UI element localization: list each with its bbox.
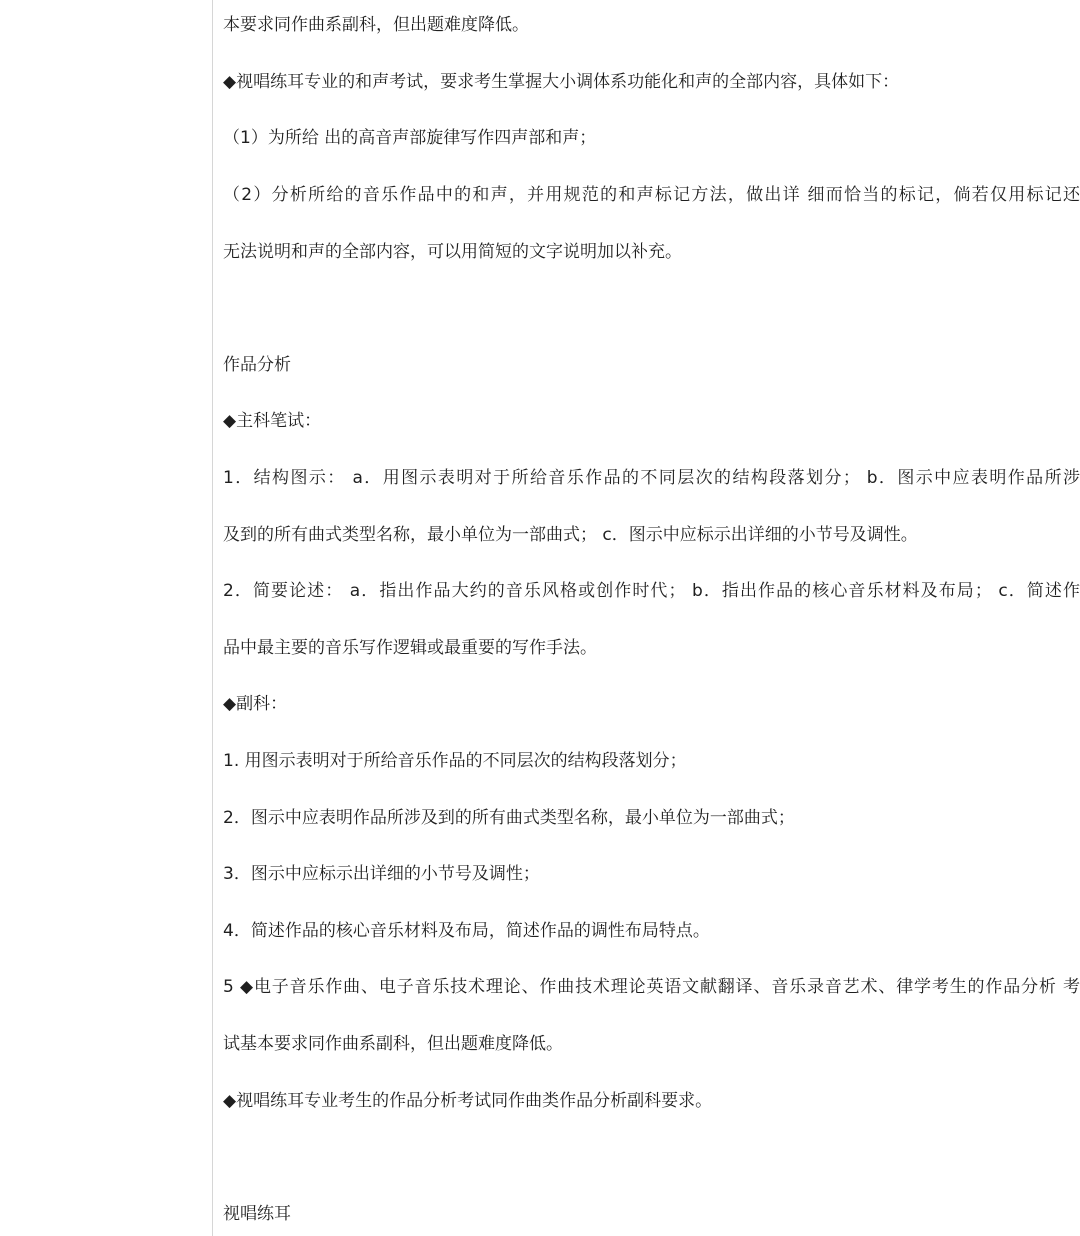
paragraph-line: 1. 用图示表明对于所给音乐作品的不同层次的结构段落划分； xyxy=(223,751,687,771)
paragraph-line: 5 ◆电子音乐作曲、电子音乐技术理论、作曲技术理论英语文献翻译、音乐录音艺术、律学考生的作品分析 考 xyxy=(223,977,1080,997)
paragraph-line: 1．结构图示： a．用图示表明对于所给音乐作品的不同层次的结构段落划分； b．图示中应表明作品所涉 xyxy=(223,468,1080,488)
paragraph-line: 2．图示中应表明作品所涉及到的所有曲式类型名称，最小单位为一部曲式； xyxy=(223,808,795,828)
section-heading: 作品分析 xyxy=(223,355,291,375)
paragraph-line: ◆副科： xyxy=(223,694,288,714)
paragraph-line: 2．简要论述： a．指出作品大约的音乐风格或创作时代； b．指出作品的核心音乐材料及布局； c．简述作 xyxy=(223,581,1080,601)
paragraph-line: 品中最主要的音乐写作逻辑或最重要的写作手法。 xyxy=(223,638,597,658)
paragraph-line: （1）为所给 出的高音声部旋律写作四声部和声； xyxy=(223,128,597,148)
section-heading: 视唱练耳 xyxy=(223,1204,291,1224)
paragraph-line: 试基本要求同作曲系副科，但出题难度降低。 xyxy=(223,1034,563,1054)
paragraph-line: 4．简述作品的核心音乐材料及布局，简述作品的调性布局特点。 xyxy=(223,921,710,941)
paragraph-line: （2）分析所给的音乐作品中的和声，并用规范的和声标记方法，做出详 细而恰当的标记，倘若仅用标记还 xyxy=(223,185,1080,205)
paragraph-line: 及到的所有曲式类型名称，最小单位为一部曲式； c．图示中应标示出详细的小节号及调性。 xyxy=(223,525,918,545)
paragraph-line: 3．图示中应标示出详细的小节号及调性； xyxy=(223,864,540,884)
paragraph-line: ◆视唱练耳专业的和声考试，要求考生掌握大小调体系功能化和声的全部内容，具体如下： xyxy=(223,72,900,92)
paragraph-line: 本要求同作曲系副科，但出题难度降低。 xyxy=(223,15,529,35)
paragraph-line: ◆视唱练耳专业考生的作品分析考试同作曲类作品分析副科要求。 xyxy=(223,1091,713,1111)
left-margin-divider xyxy=(212,0,213,1236)
paragraph-line: ◆主科笔试： xyxy=(223,411,322,431)
paragraph-line: 无法说明和声的全部内容，可以用简短的文字说明加以补充。 xyxy=(223,242,682,262)
